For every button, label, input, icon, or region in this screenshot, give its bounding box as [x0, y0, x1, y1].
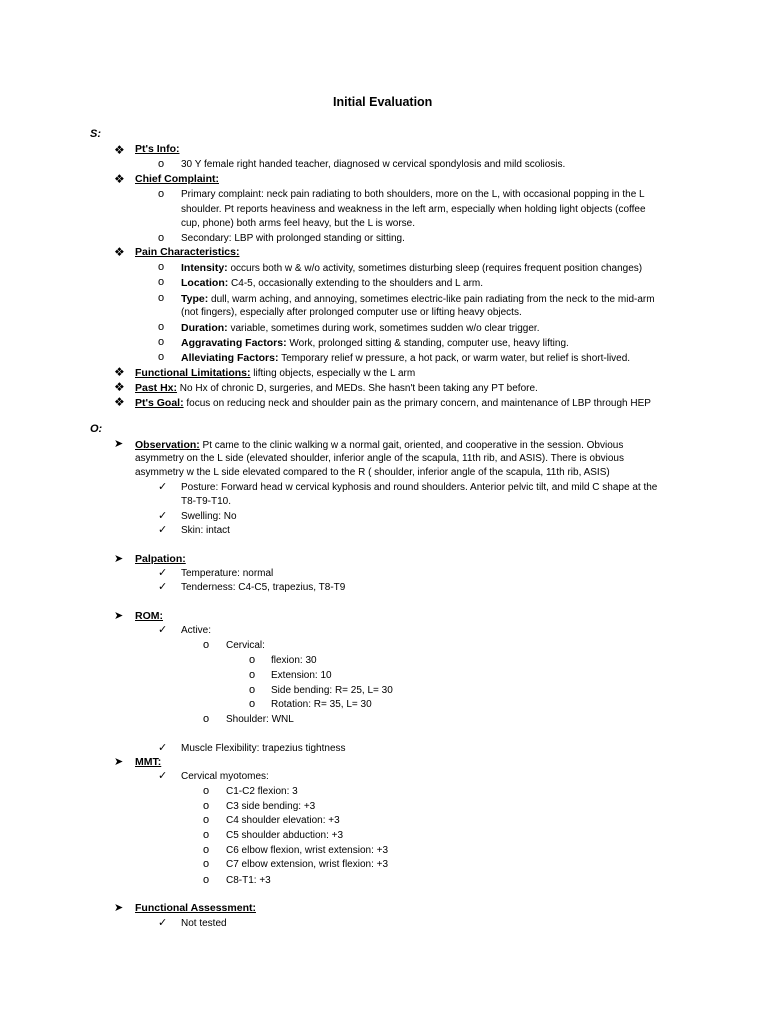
duration-row	[181, 321, 539, 337]
pts-info-text: 30 Y female right handed teacher, diagnosed w cervical spondylosis and mild scoliosis.	[181, 159, 566, 170]
pts-info-heading: Pt's Info:	[135, 143, 180, 155]
circle-bullet-icon: o	[158, 232, 165, 244]
type-label: Type:	[181, 293, 209, 305]
circle-bullet-icon: o	[203, 874, 210, 886]
arrow-bullet-icon: ➤	[114, 553, 124, 565]
observation-line2: asymmetry on the L side (elevated shoulder, inferior angle of the scapula, 11th rib, and ASIS). There is obvious	[135, 453, 624, 464]
alleviating-row	[181, 351, 630, 367]
alleviating-text: Temporary relief w pressure, a hot pack, or warm water, but relief is short-lived.	[281, 353, 631, 364]
primary-complaint-line2: shoulder. Pt reports heaviness and weakness in the left arm, especially when holding light objects (coffee	[181, 204, 646, 215]
swelling-text: Swelling: No	[181, 511, 237, 522]
check-bullet-icon: ✓	[158, 524, 168, 536]
chief-complaint-heading: Chief Complaint:	[135, 173, 219, 185]
secondary-complaint: Secondary: LBP with prolonged standing or sitting.	[181, 233, 405, 244]
posture-line2: T8-T9-T10.	[181, 496, 232, 507]
past-hx-text: No Hx of chronic D, surgeries, and MEDs. She hasn't been taking any PT before.	[179, 383, 538, 394]
mmt-item: C6 elbow flexion, wrist extension: +3	[226, 845, 389, 856]
not-tested-text: Not tested	[181, 918, 227, 929]
check-bullet-icon: ✓	[158, 624, 168, 636]
circle-bullet-icon: o	[158, 188, 165, 200]
alleviating-label: Alleviating Factors:	[181, 352, 279, 364]
circle-bullet-icon: o	[203, 713, 210, 725]
circle-bullet-icon: o	[203, 844, 210, 856]
circle-bullet-icon: o	[158, 336, 165, 348]
arrow-bullet-icon: ➤	[114, 610, 124, 622]
check-bullet-icon: ✓	[158, 581, 168, 593]
check-bullet-icon: ✓	[158, 770, 168, 782]
check-bullet-icon: ✓	[158, 917, 168, 929]
arrow-bullet-icon: ➤	[114, 438, 124, 450]
primary-complaint-line3: cup, phone) both arms feel heavy, but the L is worse.	[181, 218, 416, 229]
diamond-bullet-icon: ❖	[114, 395, 125, 409]
functional-limitations-row	[135, 366, 415, 382]
duration-label: Duration:	[181, 322, 228, 334]
flexion-text: flexion: 30	[271, 655, 317, 666]
section-s-label: S:	[90, 128, 101, 140]
functional-limitations-heading: Functional Limitations:	[135, 367, 251, 379]
cervical-text: Cervical:	[226, 640, 265, 651]
posture-line1: Posture: Forward head w cervical kyphosis and round shoulders. Anterior pelvic tilt, and mild C shape at the	[181, 482, 658, 493]
circle-bullet-icon: o	[249, 684, 256, 696]
pts-goal-text: focus on reducing neck and shoulder pain as the primary concern, and maintenance of LBP through HEP	[186, 398, 651, 409]
circle-bullet-icon: o	[203, 858, 210, 870]
circle-bullet-icon: o	[249, 698, 256, 710]
check-bullet-icon: ✓	[158, 742, 168, 754]
intensity-label: Intensity:	[181, 262, 228, 274]
pts-goal-heading: Pt's Goal:	[135, 397, 184, 409]
diamond-bullet-icon: ❖	[114, 143, 125, 157]
circle-bullet-icon: o	[158, 261, 165, 273]
side-bending-text: Side bending: R= 25, L= 30	[271, 685, 393, 696]
circle-bullet-icon: o	[249, 669, 256, 681]
circle-bullet-icon: o	[249, 654, 256, 666]
check-bullet-icon: ✓	[158, 481, 168, 493]
circle-bullet-icon: o	[158, 292, 165, 304]
location-text: C4-5, occasionally extending to the shoulders and L arm.	[231, 278, 484, 289]
cervical-myotomes-text: Cervical myotomes:	[181, 771, 269, 782]
mmt-item: C1-C2 flexion: 3	[226, 786, 298, 797]
type-text-line1: dull, warm aching, and annoying, sometimes electric-like pain radiating from the neck to the mid-arm	[211, 294, 655, 305]
diamond-bullet-icon: ❖	[114, 365, 125, 379]
shoulder-text: Shoulder: WNL	[226, 714, 294, 725]
intensity-text: occurs both w & w/o activity, sometimes disturbing sleep (requires frequent position changes)	[230, 263, 643, 274]
past-hx-row	[135, 381, 538, 397]
diamond-bullet-icon: ❖	[114, 245, 125, 259]
mmt-item: C5 shoulder abduction: +3	[226, 830, 344, 841]
observation-heading: Observation:	[135, 439, 200, 451]
circle-bullet-icon: o	[203, 814, 210, 826]
mmt-item: C4 shoulder elevation: +3	[226, 815, 340, 826]
circle-bullet-icon: o	[158, 158, 165, 170]
functional-limitations-text: lifting objects, especially w the L arm	[253, 368, 416, 379]
circle-bullet-icon: o	[158, 321, 165, 333]
type-text-line2: (not fingers), especially after prolonged computer use or lifting heavy objects.	[181, 307, 522, 318]
observation-line3: asymmetry w the L side elevated compared to the R ( shoulder, inferior angle of the scapula, 11th rib, ASIS)	[135, 467, 610, 478]
aggravating-text: Work, prolonged sitting & standing, computer use, heavy lifting.	[289, 338, 569, 349]
diamond-bullet-icon: ❖	[114, 172, 125, 186]
mmt-item: C7 elbow extension, wrist flexion: +3	[226, 859, 389, 870]
arrow-bullet-icon: ➤	[114, 756, 124, 768]
tenderness-text: Tenderness: C4-C5, trapezius, T8-T9	[181, 582, 346, 593]
check-bullet-icon: ✓	[158, 567, 168, 579]
rotation-text: Rotation: R= 35, L= 30	[271, 699, 372, 710]
past-hx-heading: Past Hx:	[135, 382, 178, 394]
circle-bullet-icon: o	[158, 351, 165, 363]
temperature-text: Temperature: normal	[181, 568, 274, 579]
location-label: Location:	[181, 277, 229, 289]
primary-complaint-line1: Primary complaint: neck pain radiating to both shoulders, more on the L, with occasional popping in the L	[181, 189, 645, 200]
circle-bullet-icon: o	[158, 276, 165, 288]
intensity-row	[181, 261, 642, 277]
mmt-item: C8-T1: +3	[226, 875, 271, 886]
functional-assessment-heading: Functional Assessment:	[135, 902, 256, 914]
mmt-heading: MMT:	[135, 756, 162, 768]
pts-goal-row	[135, 396, 651, 412]
active-text: Active:	[181, 625, 212, 636]
palpation-heading: Palpation:	[135, 553, 186, 565]
arrow-bullet-icon: ➤	[114, 902, 124, 914]
aggravating-label: Aggravating Factors:	[181, 337, 287, 349]
circle-bullet-icon: o	[203, 785, 210, 797]
location-row	[181, 276, 483, 292]
page-title: Initial Evaluation	[333, 95, 433, 109]
circle-bullet-icon: o	[203, 800, 210, 812]
section-o-label: O:	[90, 423, 103, 435]
duration-text: variable, sometimes during work, sometimes sudden w/o clear trigger.	[230, 323, 540, 334]
extension-text: Extension: 10	[271, 670, 332, 681]
observation-line1: Pt came to the clinic walking w a normal gait, oriented, and cooperative in the session. Obvious	[202, 440, 624, 451]
circle-bullet-icon: o	[203, 639, 210, 651]
pain-characteristics-heading: Pain Characteristics:	[135, 246, 240, 258]
rom-heading: ROM:	[135, 610, 163, 622]
aggravating-row	[181, 336, 569, 352]
skin-text: Skin: intact	[181, 525, 230, 536]
check-bullet-icon: ✓	[158, 510, 168, 522]
circle-bullet-icon: o	[203, 829, 210, 841]
diamond-bullet-icon: ❖	[114, 380, 125, 394]
muscle-flexibility-text: Muscle Flexibility: trapezius tightness	[181, 743, 346, 754]
mmt-item: C3 side bending: +3	[226, 801, 316, 812]
